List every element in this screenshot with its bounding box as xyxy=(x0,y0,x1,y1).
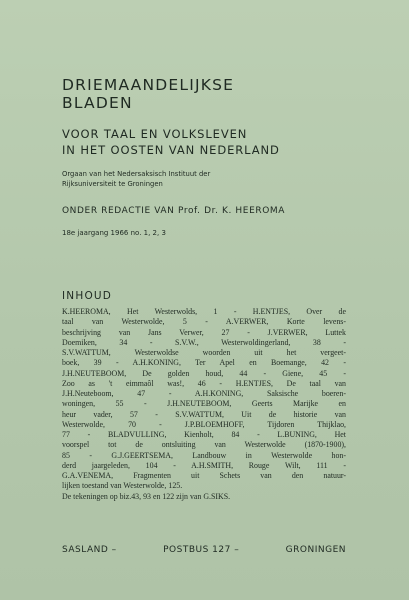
publisher-footer xyxy=(62,545,346,555)
journal-subtitle-line-2: IN HET OOSTEN VAN NEDERLAND xyxy=(62,143,280,157)
contents-line: beschrijving van Jans Verwer, 27 - J.VERWER, Luttek xyxy=(62,327,346,337)
contents-line: derd jaargeleden, 104 - A.H.SMITH, Rouge Wilt, 111 - xyxy=(62,460,346,470)
organ-line-2: Rijksuniversiteit te Groningen xyxy=(62,179,163,188)
contents-line: Doemiken, 34 - S.V.W., Westerwoldingerland, 38 - xyxy=(62,337,346,347)
contents-line: Zoo as 't eimmaôl was!, 46 - H.ENTJES, De taal van xyxy=(62,378,346,388)
contents-line: 77 - BLADVULLING, Kienholt, 84 - L.BUNING, Het xyxy=(62,430,346,439)
publisher-name: SASLAND – xyxy=(62,545,117,555)
volume-issue: 18e jaargang 1966 no. 1, 2, 3 xyxy=(62,229,166,237)
journal-title xyxy=(62,76,234,112)
journal-subtitle xyxy=(62,126,280,158)
contents-line: K.HEEROMA, Het Westerwolds, 1 - H.ENTJES, Over de xyxy=(62,307,346,316)
journal-subtitle-line-1: VOOR TAAL EN VOLKSLEVEN xyxy=(62,127,248,141)
contents-line: heur vader, 57 - S.V.WATTUM, Uit de historie van xyxy=(62,409,346,419)
publisher-postbus: POSTBUS 127 – xyxy=(163,545,240,555)
contents-line: G.A.VENEMA, Fragmenten uit Schets van den natuur- xyxy=(62,471,346,480)
contents-list xyxy=(62,307,346,502)
contents-heading: INHOUD xyxy=(62,290,113,302)
contents-line: S.V.WATTUM, Westerwoldse woorden uit het vergeet- xyxy=(62,348,346,357)
organ-statement xyxy=(62,170,210,189)
contents-line: boek, 39 - A.H.KONING, Ter Apel en Boemange, 42 - xyxy=(62,358,346,368)
contents-line: lijken toestand van Westerwolde, 125. xyxy=(62,481,183,491)
contents-line: J.H.Neuteboom, 47 - A.H.KONING, Saksische boeren- xyxy=(62,389,346,398)
editorial-credit: ONDER REDACTIE VAN Prof. Dr. K. HEEROMA xyxy=(62,206,286,216)
organ-line-1: Orgaan van het Nedersaksisch Instituut der xyxy=(62,170,211,178)
illustration-credit: De tekeningen op biz.43, 93 en 122 zijn van G.SIKS. xyxy=(62,491,231,501)
contents-line: woningen, 55 - J.H.NEUTEBOOM, Geerts Marijke en xyxy=(62,399,346,409)
contents-line: J.H.NEUTEBOOM, De golden houd, 44 - Giene, 45 - xyxy=(62,368,346,378)
contents-line: taal van Westerwolde, 5 - A.VERWER, Korte levens- xyxy=(62,317,346,327)
contents-line: voorspel tot de ontsluiting van Westerwolde (1870-1900), xyxy=(62,440,346,450)
journal-title-line-1: DRIEMAANDELIJKSE xyxy=(62,76,235,94)
contents-line: 85 - G.J.GEERTSEMA, Landbouw in Westerwolde hon- xyxy=(62,450,346,460)
contents-line: Westerwolde, 70 - J.P.BLOEMHOFF, Tijdoren Thijklao, xyxy=(62,419,346,429)
publisher-city: GRONINGEN xyxy=(285,545,346,555)
journal-title-line-2: BLADEN xyxy=(62,94,133,112)
